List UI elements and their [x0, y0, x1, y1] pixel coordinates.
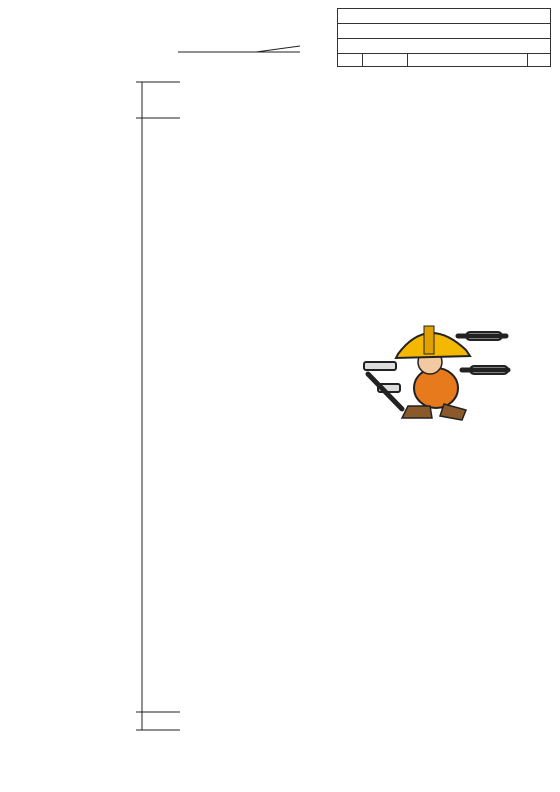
table-header — [338, 54, 551, 67]
package-title — [338, 9, 551, 24]
col-desc — [408, 54, 528, 67]
col-code — [363, 54, 408, 67]
dr-scaffold-mascot-logo — [358, 314, 528, 424]
col-qty — [528, 54, 551, 67]
tower-heights — [338, 39, 551, 54]
package-subtitle — [338, 24, 551, 39]
parts-table — [337, 8, 551, 67]
col-item — [338, 54, 363, 67]
